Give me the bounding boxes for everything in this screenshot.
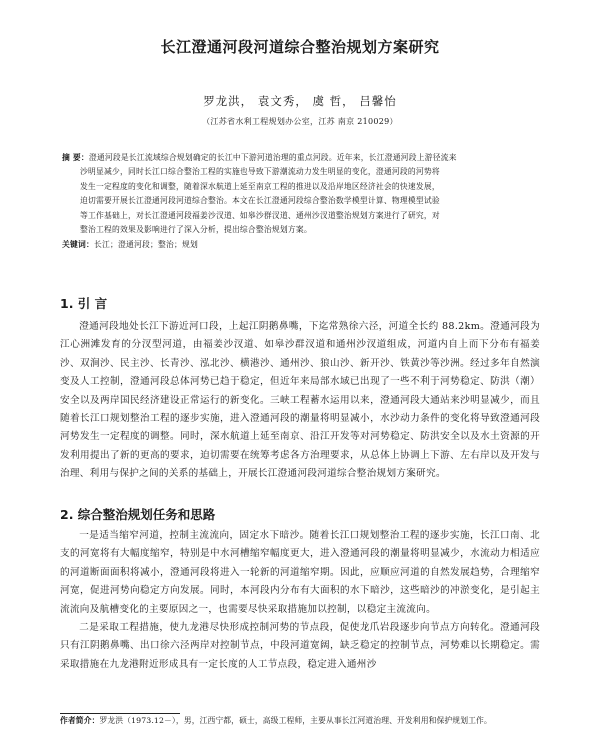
abstract-text: 澄通河段是长江流域综合规划确定的长江中下游河道治理的重点河段。近年来，长江澄通河段上游径流来 [88,153,457,162]
keywords-text: 长江；澄通河段；整治；规划 [94,240,198,250]
section-body-tasks [60,527,540,674]
abstract-line: 迫切需要开展长江澄通河段河道综合整治。本文在长江澄通河段综合整治数学模型计算、物理模型试验 [80,196,440,206]
paragraph: 一是适当缩窄河道，控制主流流向，固定水下暗沙。随着长江口规划整治工程的逐步实施，长江口南、北支的河宽将有大幅度缩窄，特别是中水河槽缩窄幅度更大，进入澄通河段的潮量将明显减少，水流动力相适应的河道断面面积将减小，澄通河段将进入一轮新的河道缩窄期。因此，应顺应河道的自然发展趋势，合理缩窄河宽，促进河势向稳定方向发展。同时，本河段内分布有大面积的水下暗沙，这些暗沙的冲淤变化，是引起主流流向及航槽变化的主要原因之一，也需要尽快采取措施加以控制，以稳定主流流向。 [60,530,540,615]
paper-title: 长江澄通河段河道综合整治规划方案研究 [160,38,440,56]
footnote-text: 罗龙洪（1973.12－），男，江西宁都，硕士，高级工程师，主要从事长江河道治理、开发利用和保护规划工作。 [99,716,492,725]
abstract-line: 沙明显减少，同时长江口综合整治工程的实施也导致下游潮流动力发生明显的变化，澄通河段的河势将 [80,167,440,177]
paragraph: 澄通河段地处长江下游近河口段，上起江阴鹅鼻嘴，下迄常熟徐六泾，河道全长约 88.2km。澄通河段为江心洲滩发育的分汊型河道，由福姜沙汊道、如皋沙群汊道和通州沙汊道组成，河道内自上而下分布有福姜沙、双涧沙、民主沙、长青沙、泓北沙、横港沙、通州沙、狼山沙、新开沙、铁黄沙等沙洲。经过多年自然演变及人工控制，澄通河段总体河势已趋于稳定，但近年来局部水域已出现了一些不利于河势稳定、防洪（潮）安全以及两岸国民经济建设正常运行的新变化。三峡工程蓄水运用以来，澄通河段大通站来沙明显减少，而且随着长江口规划整治工程的逐步实施，进入澄通河段的潮量将明显减小，水沙动力条件的变化将导致澄通河段河势发生一定程度的调整。同时，深水航道上延至南京、沿江开发等对河势稳定、防洪安全以及水土资源的开发利用提出了新的更高的要求，迫切需要在统筹考虑各方治理要求，从总体上协调上下游、左右岸以及开发与治理、利用与保护之间的关系的基础上，开展长江澄通河段河道综合整治规划方案研究。 [60,321,540,480]
abstract-line [62,151,540,165]
abstract-label: 摘 要： [62,153,89,162]
section-heading-introduction: 1. 引 言 [60,296,108,311]
paragraph: 二是采取工程措施，使九龙港尽快形成控制河势的节点段，促使龙爪岩段逐步向节点方向转化。澄通河段只有江阴鹅鼻嘴、出口徐六泾两岸对控制节点，中段河道宽阔，缺乏稳定的控制节点，河势难以长期稳定。需采取措施在九龙港附近形成具有一定长度的人工节点段，稳定进入通州沙 [60,622,540,670]
keywords-line [62,238,540,252]
footnote-rule [60,713,180,714]
author-footnote [60,715,540,727]
footnote-label: 作者简介： [60,716,100,725]
abstract-line: 发生一定程度的变化和调整，随着深水航道上延至南京工程的推进以及沿岸地区经济社会的快速发展， [80,181,440,191]
abstract-line: 整治工程的效果及影响进行了深入分析，提出综合整治规划方案。 [80,225,312,235]
author-list: 罗龙洪， 袁文秀， 虞 哲， 吕馨怡 [203,94,397,108]
section-body-introduction [60,318,540,484]
abstract-line: 等工作基础上，对长江澄通河段福姜沙汊道、如皋沙群汊道、通州沙汊道整治规划方案进行了研究，对 [80,210,440,220]
abstract-block [62,151,540,253]
keywords-label: 关键词： [62,240,94,250]
affiliation: （江苏省水利工程规划办公室，江苏 南京 210029） [202,117,398,126]
section-heading-tasks: 2. 综合整治规划任务和思路 [60,507,216,522]
